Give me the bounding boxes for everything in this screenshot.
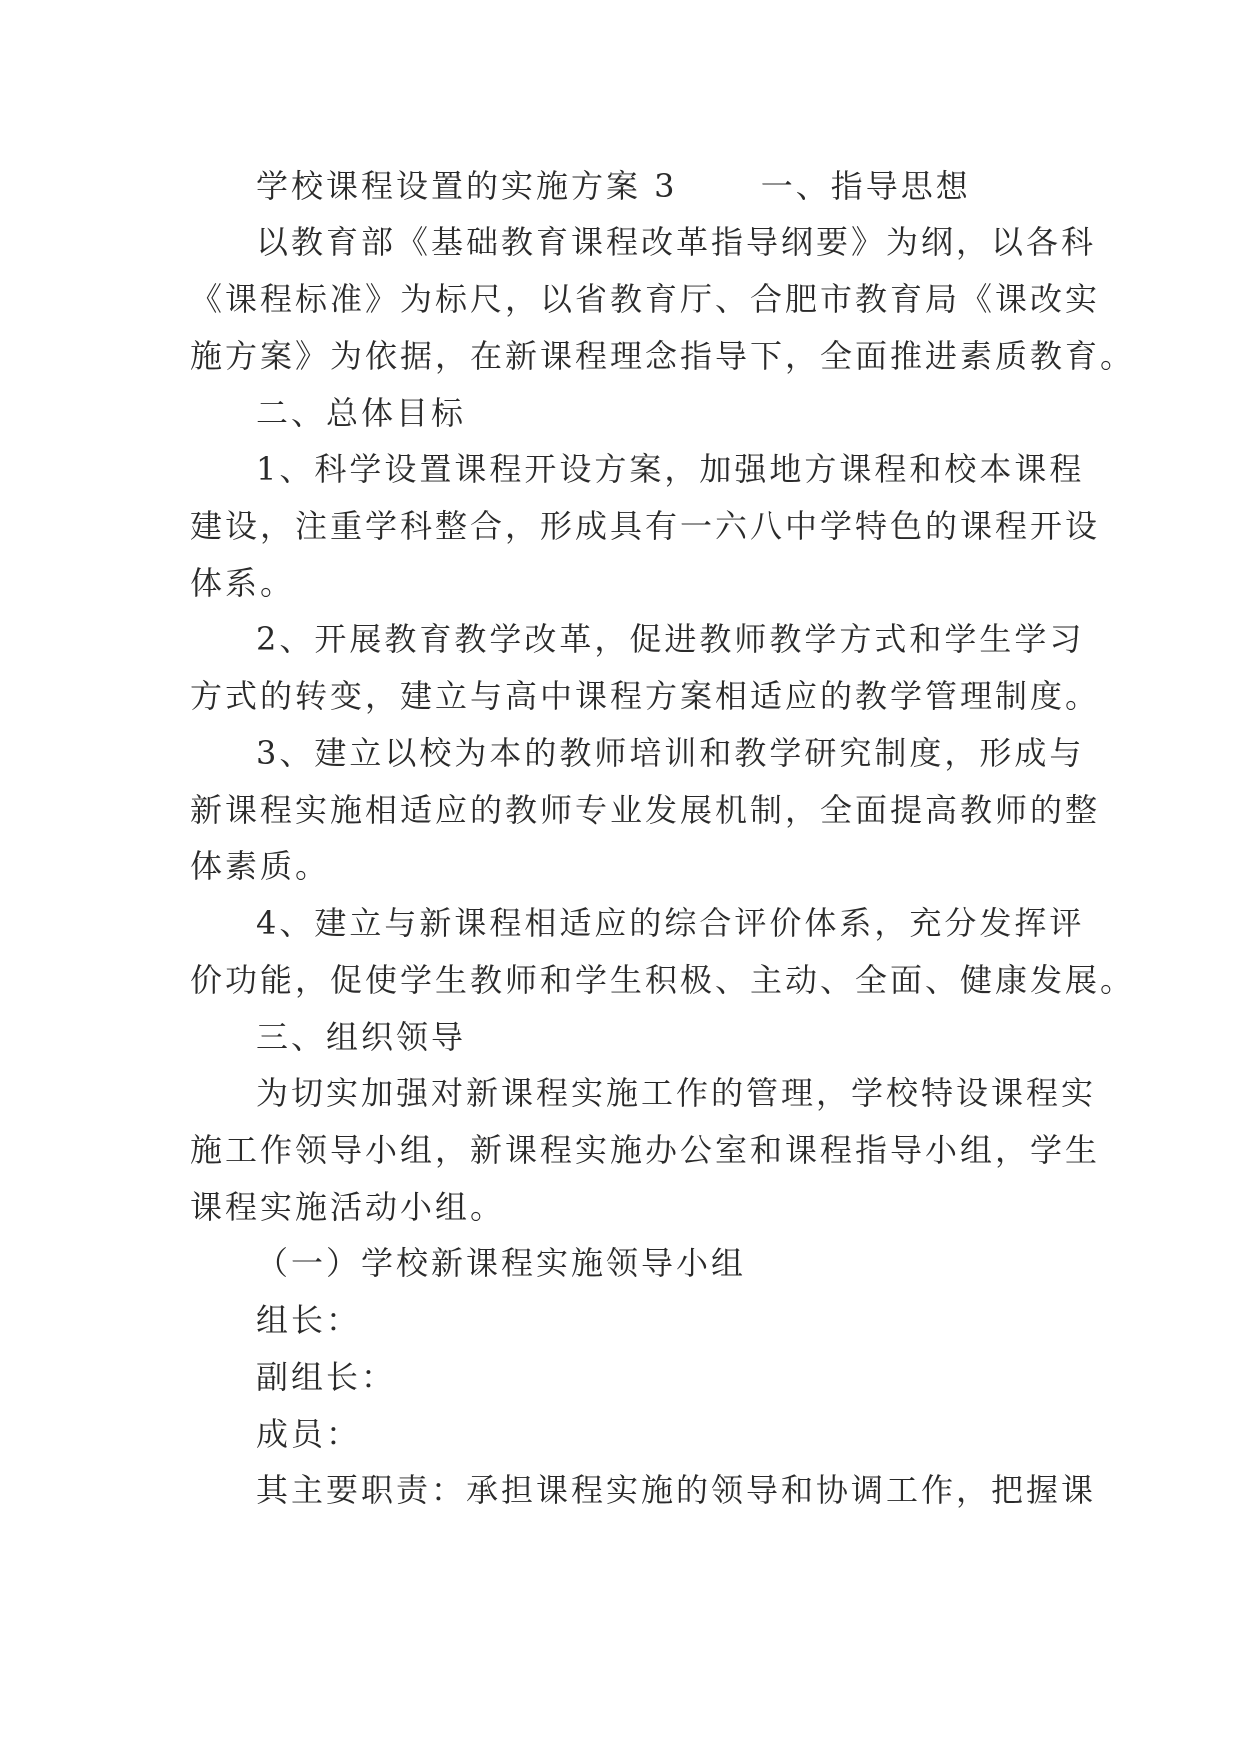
paragraph-line: 《课程标准》为标尺，以省教育厅、合肥市教育局《课改实 [190, 280, 1101, 318]
paragraph-line: 2、开展教育教学改革，促进教师教学方式和学生学习 [256, 620, 1085, 658]
section-heading: 二、总体目标 [256, 394, 467, 432]
paragraph-line: 建设，注重学科整合，形成具有一六八中学特色的课程开设 [190, 507, 1101, 545]
paragraph-line: 新课程实施相适应的教师专业发展机制，全面提高教师的整 [190, 791, 1101, 829]
paragraph-line: 3、建立以校为本的教师培训和教学研究制度，形成与 [256, 734, 1085, 772]
paragraph-line: 施工作领导小组，新课程实施办公室和课程指导小组，学生 [190, 1131, 1101, 1169]
document-title-line: 学校课程设置的实施方案 3 一、指导思想 [256, 167, 971, 205]
section-heading: 三、组织领导 [256, 1018, 467, 1056]
role-line-deputy: 副组长： [256, 1358, 397, 1396]
paragraph-line: 价功能，促使学生教师和学生积极、主动、全面、健康发展。 [190, 961, 1136, 999]
subsection-heading: （一）学校新课程实施领导小组 [256, 1244, 747, 1282]
paragraph-line: 体素质。 [190, 847, 331, 885]
paragraph-line: 4、建立与新课程相适应的综合评价体系，充分发挥评 [256, 904, 1085, 942]
paragraph-line: 为切实加强对新课程实施工作的管理，学校特设课程实 [256, 1074, 1097, 1112]
paragraph-line: 体系。 [190, 564, 296, 602]
paragraph-line: 以教育部《基础教育课程改革指导纲要》为纲，以各科 [256, 223, 1097, 261]
role-line-leader: 组长： [256, 1301, 362, 1339]
paragraph-line: 课程实施活动小组。 [190, 1188, 506, 1226]
paragraph-line: 1、科学设置课程开设方案，加强地方课程和校本课程 [256, 450, 1085, 488]
paragraph-line: 其主要职责：承担课程实施的领导和协调工作，把握课 [256, 1471, 1097, 1509]
role-line-members: 成员： [256, 1415, 362, 1453]
paragraph-line: 施方案》为依据，在新课程理念指导下，全面推进素质教育。 [190, 337, 1136, 375]
paragraph-line: 方式的转变，建立与高中课程方案相适应的教学管理制度。 [190, 677, 1101, 715]
